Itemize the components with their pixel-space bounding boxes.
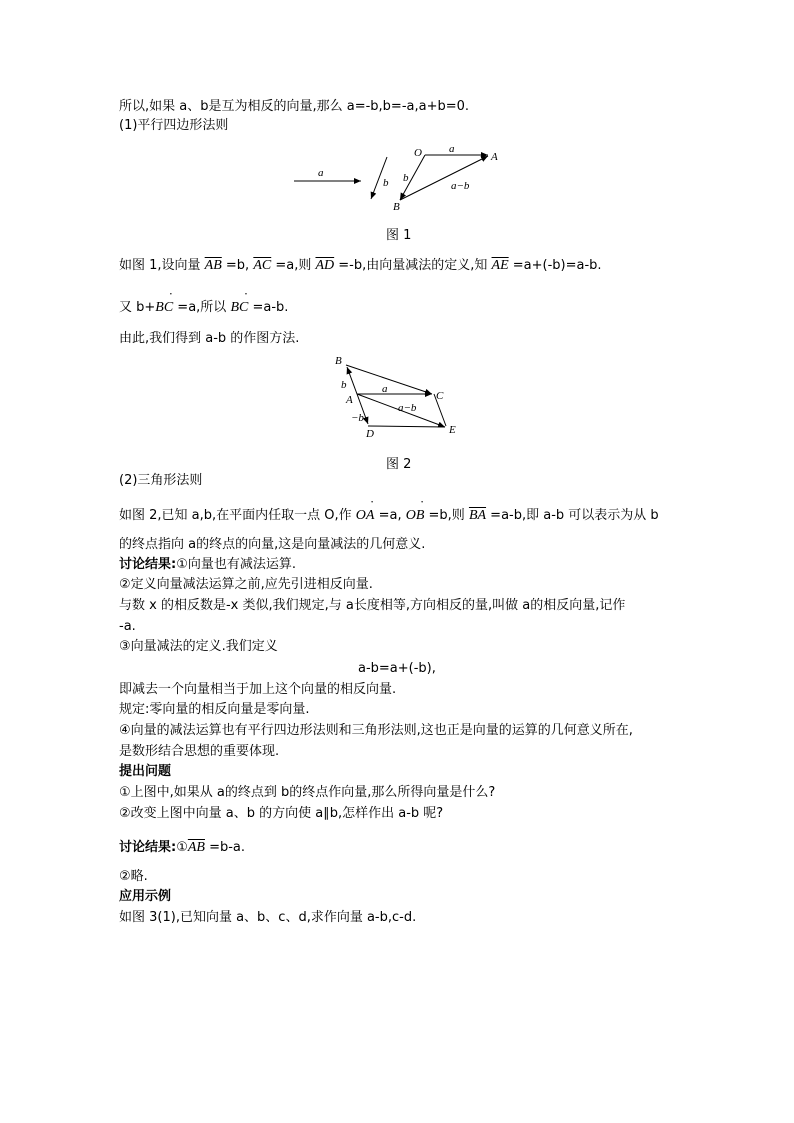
fig1-vector-BA bbox=[400, 156, 488, 200]
text-line-method: 由此,我们得到 a-b 的作图方法. bbox=[119, 331, 300, 346]
text-line-omitted: ②略. bbox=[119, 869, 148, 884]
fig1-label-b2: b bbox=[403, 172, 409, 184]
heading-parallelogram-rule: (1)平行四边形法则 bbox=[119, 118, 229, 133]
figure-1-caption: 图 1 bbox=[386, 228, 412, 243]
text-line-formula: a-b=a+(-b), bbox=[358, 661, 436, 676]
fig2-label-B: B bbox=[335, 355, 342, 367]
fig2-line-DE bbox=[368, 426, 445, 427]
fig1-label-a2: a bbox=[449, 143, 455, 155]
text-line-discussion-result: 讨论结果$:①\overline{AB} =b-a$. bbox=[119, 840, 246, 855]
fig2-label-a-minus-b: a−b bbox=[398, 402, 417, 414]
fig1-label-O: O bbox=[414, 147, 422, 159]
text-line-1: 所以,如果 a、b是互为相反的向量,那么 a=-b,b=-a,a+b=0. bbox=[119, 99, 470, 114]
fig1-label-a: a bbox=[318, 167, 324, 179]
text-line-fig1-description: 如图 1,设向量 $\overline{AB} =b$, $\overline{AC} =a$,则 $\overline{AD} =-b$,由向量减法的定义,知 $\overline{AE} =a+(-b)=a-b$. bbox=[119, 258, 602, 273]
text-line-geometric-meaning: 的终点指向 a的终点的向量,这是向量减法的几何意义. bbox=[119, 537, 426, 552]
figure-2-caption: 图 2 bbox=[386, 457, 412, 472]
fig2-vector-AB bbox=[347, 367, 357, 394]
figure-1 bbox=[292, 142, 502, 214]
text-line-question-1: ①上图中,如果从 a的终点到 b的终点作向量,那么所得向量是什么? bbox=[119, 785, 496, 800]
fig2-label-a: a bbox=[382, 383, 388, 395]
figure-2 bbox=[330, 352, 465, 442]
text-line-rules: ④向量的减法运算也有平行四边形法则和三角形法则,这也正是向量的运算的几何意义所在, bbox=[119, 723, 633, 738]
fig2-label-minus-b: −b bbox=[351, 412, 364, 424]
text-line-discussion-2: ②定义向量减法运算之前,应先引进相反向量. bbox=[119, 577, 373, 592]
fig2-label-b: b bbox=[341, 379, 347, 391]
fig2-label-E: E bbox=[449, 424, 456, 436]
fig2-label-C: C bbox=[436, 390, 444, 402]
fig1-label-B: B bbox=[393, 201, 400, 213]
text-line-minus-a: -a. bbox=[119, 619, 136, 634]
fig1-label-b: b bbox=[383, 177, 389, 189]
heading-examples: 应用示例 bbox=[119, 889, 172, 904]
text-line-definition: ③向量减法的定义.我们定义 bbox=[119, 639, 278, 654]
text-line-bc: 又 b+BC ˙ =a,所以 BC ˙ =a-b. bbox=[119, 300, 288, 316]
fig1-label-a-minus-b: a−b bbox=[451, 180, 470, 192]
text-line-subtract-meaning: 即减去一个向量相当于加上这个向量的相反向量. bbox=[119, 682, 397, 697]
fig2-label-D: D bbox=[366, 428, 374, 440]
heading-triangle-rule: (2)三角形法则 bbox=[119, 473, 203, 488]
heading-questions: 提出问题 bbox=[119, 764, 172, 779]
text-line-question-2: ②改变上图中向量 a、b 的方向使 a∥b,怎样作出 a-b 呢? bbox=[119, 806, 444, 821]
text-line-triangle-def: 如图 2,已知 a,b,在平面内任取一点 O,作 OA ˙ =a, OB ˙ =b,则 $\overline{BA} =a-b$,即 a-b 可以表示为从 b bbox=[119, 508, 659, 524]
text-line-opposite-vector: 与数 x 的相反数是-x 类似,我们规定,与 a长度相等,方向相反的量,叫做 a的相反向量,记作 bbox=[119, 598, 626, 613]
text-line-rules-cont: 是数形结合思想的重要体现. bbox=[119, 744, 280, 759]
text-line-zero-vector: 规定:零向量的相反向量是零向量. bbox=[119, 702, 310, 717]
text-line-discussion-1: 讨论结果:①向量也有减法运算. bbox=[119, 557, 296, 572]
fig2-label-A: A bbox=[346, 394, 353, 406]
fig2-line-BC bbox=[346, 365, 432, 394]
text-line-example-1: 如图 3(1),已知向量 a、b、c、d,求作向量 a-b,c-d. bbox=[119, 910, 417, 925]
fig1-label-A: A bbox=[491, 151, 498, 163]
